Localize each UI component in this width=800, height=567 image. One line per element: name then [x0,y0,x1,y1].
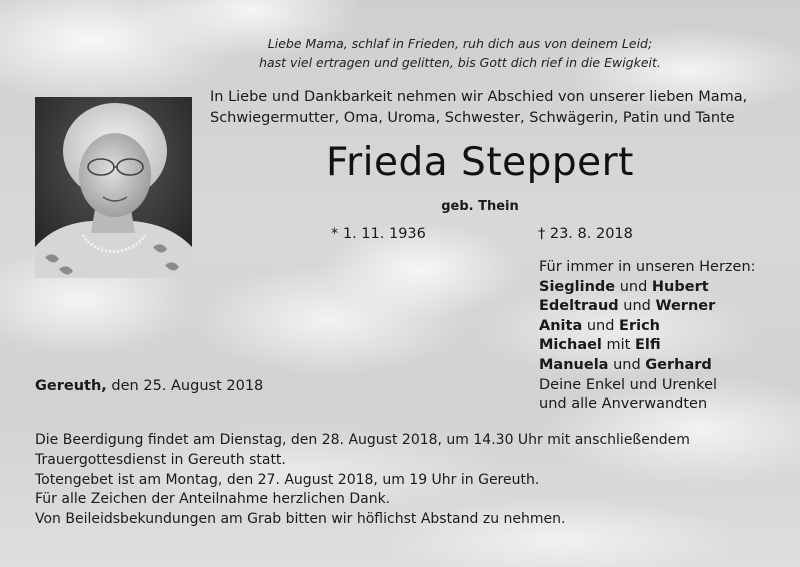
family-pair [539,317,789,337]
intro-text [210,87,790,129]
poem [200,34,720,72]
family-pair [539,336,789,356]
family-pair [539,356,789,376]
family-heading: Für immer in unseren Herzen: [539,259,756,275]
poem-line-1: Liebe Mama, schlaf in Frieden, ruh dich aus von deinem Leid; [267,36,653,51]
family-member: Elfi [634,337,661,354]
notes-line-3: Totengebet ist am Montag, den 27. August 2018, um 19 Uhr in Gereuth. [35,471,540,488]
family-pair [539,297,789,317]
death-date: † 23. 8. 2018 [538,226,633,242]
family-conjunction: und [586,317,615,334]
family-member: Michael [539,337,602,354]
family-member: Werner [655,298,716,315]
family-member: Sieglinde [539,278,616,295]
notes-line-1: Die Beerdigung findet am Dienstag, den 28. August 2018, um 14.30 Uhr mit anschließendem [35,432,690,448]
notes-line-5: Von Beileidsbekundungen am Grab bitten wir höflichst Abstand zu nehmen. [35,511,566,528]
family-conjunction: mit [606,337,631,354]
family-conjunction: und [613,356,641,373]
family-member: Edeltraud [539,298,619,315]
notes-line-4: Für alle Zeichen der Anteilnahme herzlichen Dank. [35,491,391,508]
place-date [35,378,263,394]
maiden-name: geb. Thein [441,199,519,214]
poem-line-2: hast viel ertragen und gelitten, bis Gott dich rief in die Ewigkeit. [259,55,661,70]
family-member: Anita [539,317,583,334]
family-conjunction: und [619,278,648,295]
family-member: Erich [619,317,660,334]
family-relatives: und alle Anverwandten [539,396,708,413]
intro-line-1: In Liebe und Dankbarkeit nehmen wir Abschied von unserer lieben Mama, [210,89,748,105]
family-pair [539,278,789,298]
notice-date: den 25. August 2018 [111,378,264,394]
family-list [539,258,789,415]
family-grandchildren: Deine Enkel und Urenkel [539,376,718,393]
family-member: Gerhard [645,356,712,373]
family-conjunction: und [623,298,651,315]
birth-date: * 1. 11. 1936 [331,226,426,242]
family-member: Manuela [539,356,609,373]
notes-line-2: Trauergottesdienst in Gereuth statt. [35,451,286,468]
funeral-notes [35,431,785,530]
portrait-photo [35,97,192,278]
place-name: Gereuth, [35,378,107,394]
deceased-name: Frieda Steppert [326,140,634,185]
family-member: Hubert [651,278,709,295]
intro-line-2: Schwiegermutter, Oma, Uroma, Schwester, Schwägerin, Patin und Tante [210,110,735,126]
